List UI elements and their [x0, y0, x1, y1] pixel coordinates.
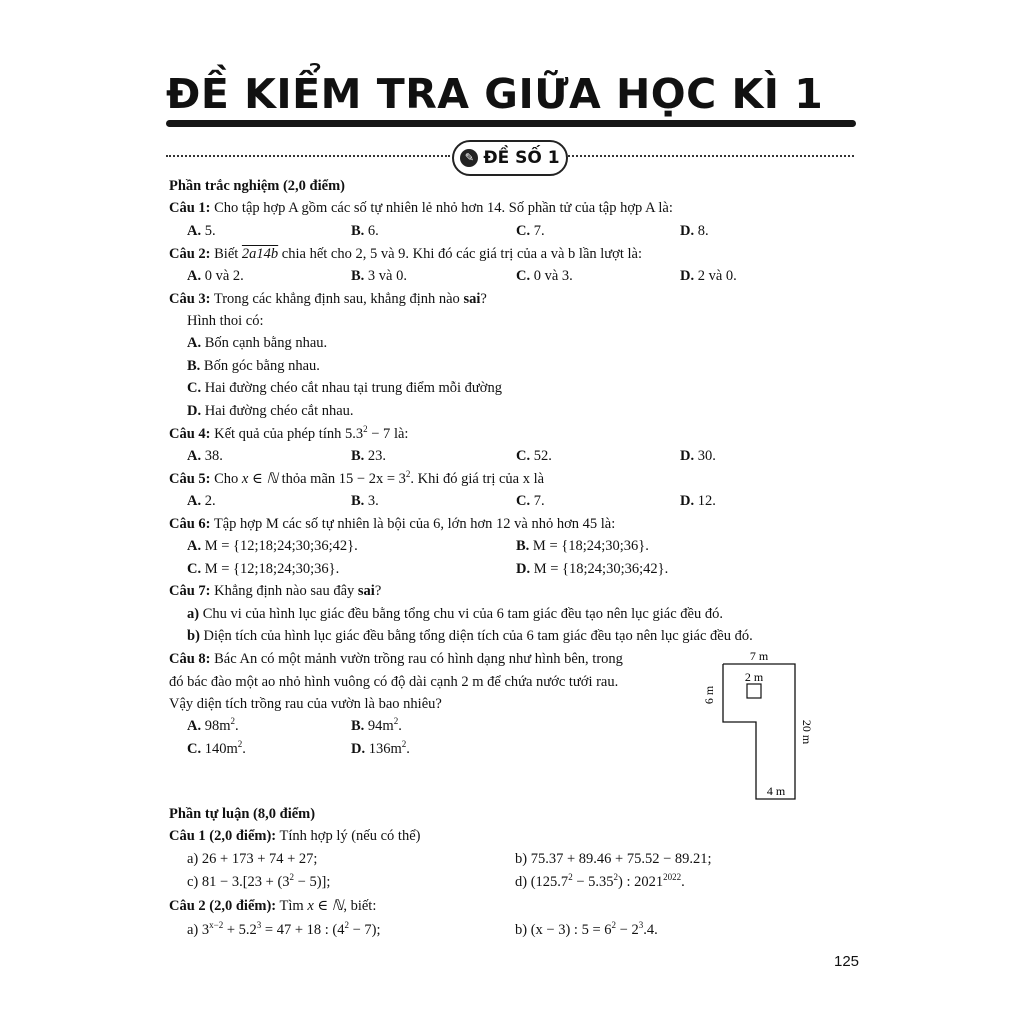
e1-item-a: a) 26 + 173 + 74 + 27;: [187, 851, 318, 867]
e2-item-a: a) $3^{x-2} + 5.2^3 = 47 + 18$ : $(4^2 - 7)$;: [187, 920, 381, 938]
q8-text-line3: Vậy diện tích trồng rau của vườn là bao nhiêu?: [169, 696, 442, 712]
q8-option-d: D. $136m^2$.: [351, 739, 410, 757]
q8-option-a: A. $98m^2$.: [187, 716, 239, 734]
q8-text-line2: đó bác đào một ao nhỏ hình vuông có độ dài cạnh 2 m để chứa nước tưới rau.: [169, 674, 619, 690]
exam-number-badge: [452, 140, 568, 176]
q6-text: Câu 6: Tập hợp M các số tự nhiên là bội của 6, lớn hơn 12 và nhỏ hơn 45 là:: [169, 516, 616, 532]
q1-option-a: A. 5.: [187, 223, 216, 239]
figure-label-right: 20 m: [800, 719, 814, 745]
q1-option-b: B. 6.: [351, 223, 379, 239]
q4-option-c: C. 52.: [516, 448, 552, 464]
q3-option-a: A. Bốn cạnh bằng nhau.: [187, 335, 328, 351]
q8-label: Câu 8:: [169, 651, 211, 667]
q6-option-d: D. M = {18;24;30;36;42}.: [516, 561, 669, 577]
dotted-divider-right: [568, 155, 854, 157]
q2-option-a: A. 0 và 2.: [187, 268, 244, 284]
q4-label: Câu 4:: [169, 426, 211, 442]
pen-icon: ✎: [460, 149, 478, 167]
part2-title: Phần tự luận (8,0 điểm): [169, 806, 316, 822]
q8-text-line1: Câu 8: Bác An có một mảnh vườn trồng rau có hình dạng như hình bên, trong: [169, 651, 623, 667]
page-number: 125: [834, 953, 860, 970]
q6-option-b: B. M = {18;24;30;36}.: [516, 538, 649, 554]
dotted-divider-left: [166, 155, 450, 157]
page-title: ĐỀ KIỂM TRA GIỮA HỌC KÌ 1: [166, 70, 824, 118]
q2-label: Câu 2:: [169, 246, 211, 262]
q3-option-c: C. Hai đường chéo cắt nhau tại trung điểm mỗi đường: [187, 380, 502, 396]
title-underline: [166, 120, 856, 127]
q7-statement-b: b) Diện tích của hình lục giác đều bằng tổng diện tích của 6 tam giác đều tạo nên lục giác đều đó.: [187, 628, 753, 644]
q1-text: [169, 198, 673, 218]
e1-item-c: c) $81 - 3.[23 + (3^2 - 5)]$;: [187, 872, 331, 890]
q8-option-c: C. $140m^2$.: [187, 739, 246, 757]
e1-item-b: b) 75.37 + 89.46 + 75.52 − 89.21;: [515, 851, 712, 867]
q3-option-d: D. Hai đường chéo cắt nhau.: [187, 403, 354, 419]
q6-label: Câu 6:: [169, 516, 211, 532]
figure-label-pond: 2 m: [744, 670, 764, 684]
garden-figure: [695, 645, 820, 805]
e2-item-b: b) (x − 3) : $5 = 6^2 - 2^3.4$.: [515, 920, 658, 938]
q7-statement-a: a) Chu vi của hình lục giác đều bằng tổng chu vi của 6 tam giác đều tạo nên lục giác đều đó.: [187, 606, 723, 622]
q5-option-b: B. 3.: [351, 493, 379, 509]
q5-option-a: A. 2.: [187, 493, 216, 509]
q3-label: Câu 3:: [169, 291, 211, 307]
q2-option-d: D. 2 và 0.: [680, 268, 737, 284]
e1-text: Câu 1 (2,0 điểm): Tính hợp lý (nếu có thể): [169, 828, 421, 844]
q3-subtext: Hình thoi có:: [187, 313, 264, 329]
q4-option-a: A. 38.: [187, 448, 223, 464]
q4-option-b: B. 23.: [351, 448, 387, 464]
q5-option-c: C. 7.: [516, 493, 545, 509]
q6-option-c: C. M = {12;18;24;30;36}.: [187, 561, 340, 577]
e2-text: Câu 2 (2,0 điểm): Tìm x ∈ ℕ, biết:: [169, 898, 377, 914]
q5-text: Câu 5: Cho x ∈ ℕ thỏa mãn $15 - 2x = 3^2$. Khi đó giá trị của x là: [169, 469, 545, 487]
q7-label: Câu 7:: [169, 583, 211, 599]
figure-label-left: 6 m: [702, 685, 716, 705]
q1-option-c: C. 7.: [516, 223, 545, 239]
figure-label-bottom: 4 m: [766, 784, 786, 798]
q5-label: Câu 5:: [169, 471, 211, 487]
q5-option-d: D. 12.: [680, 493, 716, 509]
badge-label: ĐỀ SỐ 1: [483, 148, 560, 168]
q2-text: Câu 2: Biết 2a14b chia hết cho 2, 5 và 9. Khi đó các giá trị của a và b lần lượt là:: [169, 246, 642, 262]
q1-label: Câu 1:: [169, 200, 211, 216]
q4-option-d: D. 30.: [680, 448, 716, 464]
q2-option-b: B. 3 và 0.: [351, 268, 407, 284]
q3-text: Câu 3: Trong các khẳng định sau, khẳng định nào sai?: [169, 291, 487, 307]
q7-text: Câu 7: Khẳng định nào sau đây sai?: [169, 583, 382, 599]
q1-question: Cho tập hợp A gồm các số tự nhiên lẻ nhỏ hơn 14. Số phần tử của tập hợp A là:: [214, 200, 673, 216]
e2-label: Câu 2 (2,0 điểm):: [169, 898, 277, 914]
figure-label-top: 7 m: [749, 649, 769, 663]
q2-overline-number: 2a14b: [241, 246, 279, 262]
q4-text: Câu 4: Kết quả của phép tính $5.3^2 - 7$ là:: [169, 424, 409, 442]
q6-option-a: A. M = {12;18;24;30;36;42}.: [187, 538, 358, 554]
q2-option-c: C. 0 và 3.: [516, 268, 573, 284]
e1-item-d: d) $(125.7^2 - 5.35^2)$ : $2021^{2022}$.: [515, 872, 685, 890]
part1-title: Phần trắc nghiệm (2,0 điểm): [169, 178, 345, 194]
q1-option-d: D. 8.: [680, 223, 709, 239]
q3-option-b: B. Bốn góc bằng nhau.: [187, 358, 320, 374]
pond-square: [747, 684, 761, 698]
e1-label: Câu 1 (2,0 điểm):: [169, 828, 277, 844]
q8-option-b: B. $94m^2$.: [351, 716, 402, 734]
